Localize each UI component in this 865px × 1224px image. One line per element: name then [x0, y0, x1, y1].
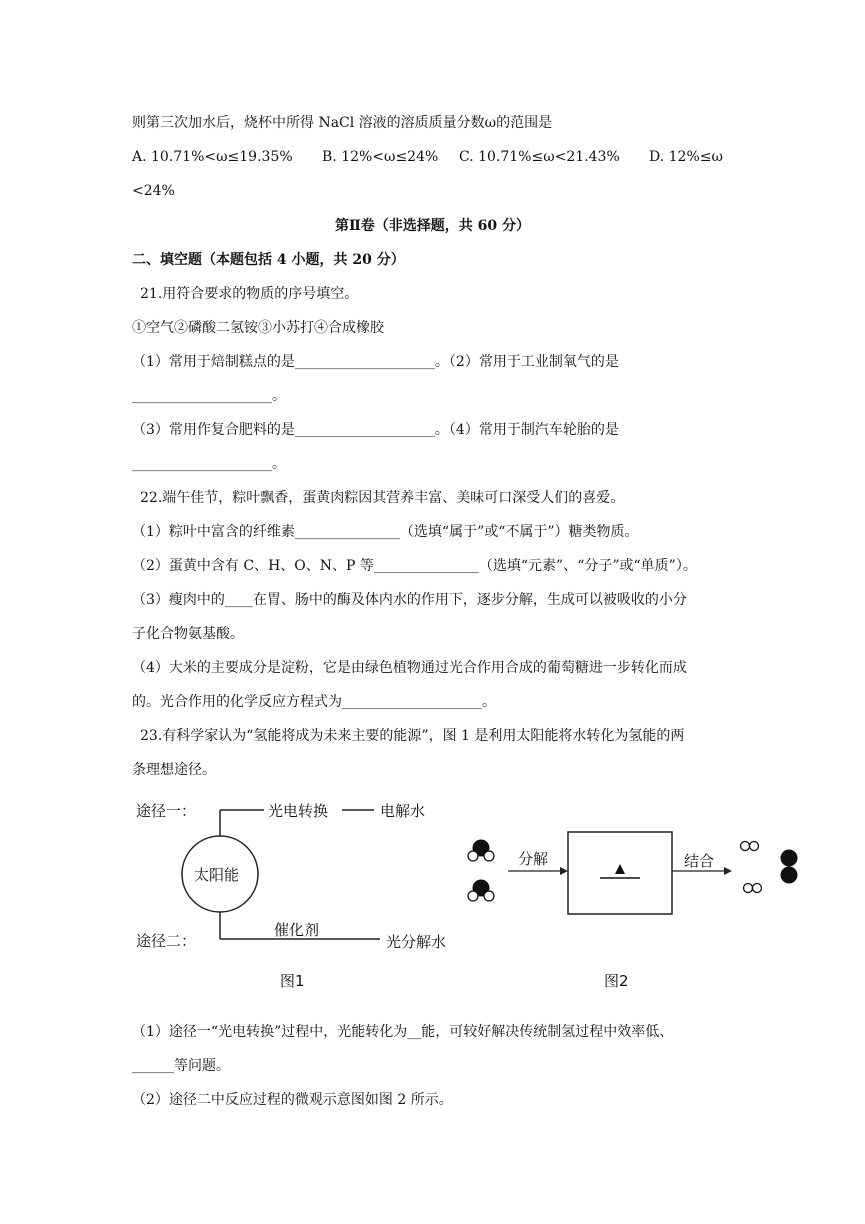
figure-1-caption: 图1	[280, 972, 305, 990]
question-22-part3-continued: 子化合物氨基酸。	[132, 626, 244, 642]
option-b: B. 12%<ω≤24%	[322, 149, 439, 165]
question-23-part2: （2）途径二中反应过程的微观示意图如图 2 所示。	[132, 1092, 453, 1108]
question-21-items: ①空气②磷酸二氢铵③小苏打④合成橡胶	[132, 320, 384, 336]
photolysis-label: 光分解水	[386, 933, 447, 951]
oxygen-molecule-icon	[781, 850, 798, 884]
figure-1-diagram	[134, 796, 464, 996]
arrow-right-icon	[560, 867, 568, 875]
question-21-part3-blank: ____________________。	[132, 456, 286, 472]
combine-label: 结合	[684, 852, 715, 870]
question-23: 23.有科学家认为“氢能将成为未来主要的能源”，图 1 是利用太阳能将水转化为氢能的两	[140, 728, 685, 744]
arrow-right-icon	[724, 867, 732, 875]
question-23-continued: 条理想途径。	[132, 762, 216, 778]
sun-label: 太阳能	[194, 866, 240, 884]
question-22-part4: （4）大米的主要成分是淀粉，它是由绿色植物通过光合作用合成的葡萄糖进一步转化而成	[132, 660, 687, 676]
catalyst-label: 催化剂	[274, 921, 320, 939]
figure-1	[134, 796, 464, 996]
text-line: 则第三次加水后，烧杯中所得 NaCl 溶液的溶质质量分数ω的范围是	[132, 115, 553, 131]
electrolysis-label: 电解水	[380, 802, 426, 820]
option-a: A. 10.71%<ω≤19.35%	[132, 149, 293, 165]
option-c: C. 10.71%≤ω<21.43%	[459, 149, 620, 165]
hydrogen-molecule-icon	[741, 842, 759, 851]
route-2-label: 途径二：	[136, 932, 197, 950]
question-21: 21.用符合要求的物质的序号填空。	[140, 286, 359, 302]
question-21-part1-blank: ____________________。	[132, 388, 286, 404]
figure-2-caption: 图2	[604, 972, 629, 990]
option-d: D. 12%≤ω	[649, 149, 723, 165]
question-22-part1: （1）粽叶中富含的纤维素_______________（选填“属于”或“不属于”）糖类物质。	[132, 524, 639, 540]
part-title: 二、填空题（本题包括 4 小题，共 20 分）	[132, 252, 405, 268]
question-22-part2: （2）蛋黄中含有 C、H、O、N、P 等_______________（选填“元素”、“分子”或“单质”）。	[132, 558, 697, 574]
figure-2	[462, 820, 812, 1000]
question-21-part3: （3）常用作复合肥料的是____________________。（4）常用于制汽车轮胎的是	[132, 422, 619, 438]
question-23-part1: （1）途径一“光电转换”过程中，光能转化为__能，可较好解决传统制氢过程中效率低、	[132, 1024, 674, 1040]
route-1-label: 途径一：	[136, 802, 197, 820]
figure-2-diagram	[462, 820, 812, 930]
question-23-part1-continued: ______等问题。	[132, 1058, 230, 1074]
question-22-part3: （3）瘦肉中的____在胃、肠中的酶及体内水的作用下，逐步分解，生成可以被吸收的小分	[132, 592, 687, 608]
photoelectric-label: 光电转换	[268, 802, 329, 820]
decompose-label: 分解	[518, 850, 549, 868]
question-22-part4-continued: 的。光合作用的化学反应方程式为____________________。	[132, 694, 496, 710]
water-molecule-icon	[468, 880, 494, 902]
section-title: 第Ⅱ卷（非选择题，共 60 分）	[334, 218, 531, 234]
water-molecule-icon	[468, 840, 494, 862]
hydrogen-molecule-icon	[744, 884, 762, 893]
question-22: 22.端午佳节，粽叶飘香，蛋黄肉粽因其营养丰富、美味可口深受人们的喜爱。	[140, 490, 625, 506]
question-21-part1: （1）常用于焙制糕点的是____________________。（2）常用于工业制氧气的是	[132, 354, 619, 370]
option-d-continued: <24%	[132, 183, 175, 199]
